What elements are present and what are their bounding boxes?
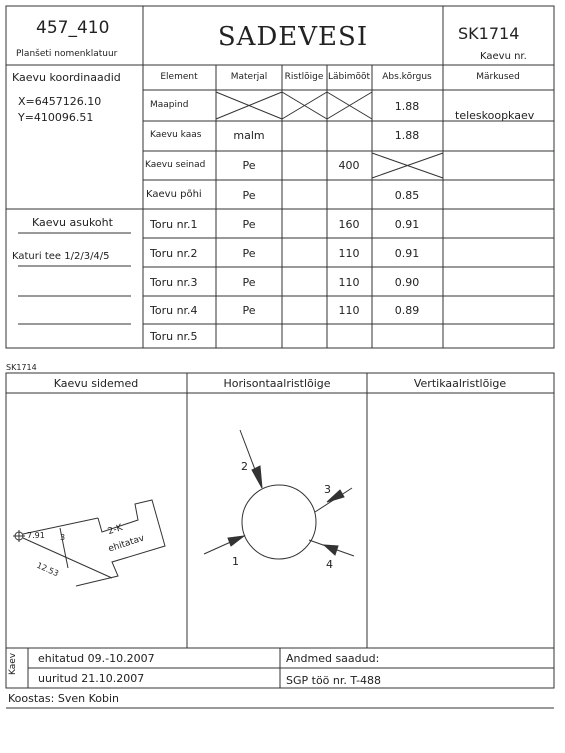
coord-x: X=6457126.10 [18,95,102,108]
row-height: 1.88 [394,100,420,113]
row-material: malm [233,129,265,142]
row-element: Kaevu põhi [146,189,202,200]
sheet-number: 457_410 [36,18,110,38]
author: Koostas: Sven Kobin [8,692,119,705]
pipe-label-4: 4 [326,558,333,571]
row-height: 1.88 [394,129,420,142]
th-height: Abs.kõrgus [382,72,432,82]
row-diameter: 110 [338,247,360,260]
th-element: Element [160,72,198,82]
col-ties: Kaevu sidemed [53,377,139,390]
tie-dim-b: 12.53 [35,560,60,579]
row-material: Pe [242,276,256,289]
well-id: SK1714 [458,24,520,43]
row-height: 0.91 [394,218,420,231]
row-material: Pe [242,159,256,172]
row-material: Pe [242,189,256,202]
row-element: Kaevu seinad [145,160,206,170]
pipe-label-3: 3 [324,483,331,496]
th-cross: Ristlõige [284,72,324,82]
tie-height: 7.91 [27,531,45,540]
coords-label: Kaevu koordinaadid [12,71,121,84]
row-material: Pe [242,304,256,317]
pipe-label-1: 1 [232,555,239,568]
page-title: SADEVESI [217,22,369,52]
building-code: 2-K [106,522,124,538]
lower-tag: SK1714 [6,363,37,372]
row-height: 0.89 [394,304,420,317]
row-diameter: 110 [338,304,360,317]
row-element: Toru nr.2 [150,247,198,260]
data-source-label: Andmed saadud: [286,652,380,665]
data-source-value: SGP töö nr. T-488 [286,674,382,687]
row-height: 0.91 [394,247,420,260]
sheet-label: Planšeti nomenklatuur [16,49,118,59]
tie-dim-a: 3 [60,533,66,542]
row-element: Toru nr.1 [150,218,198,231]
surveyed-date: uuritud 21.10.2007 [38,672,145,685]
well-label: Kaevu nr. [480,51,527,62]
building-label: ehitatav [107,533,146,555]
row-height: 0.85 [394,189,420,202]
row-diameter: 160 [338,218,360,231]
location-address: Katuri tee 1/2/3/4/5 [12,251,110,262]
horizontal-section [204,430,354,559]
row-height: 0.90 [394,276,420,289]
pipe-label-2: 2 [241,460,248,473]
row-diameter: 110 [338,276,360,289]
row-diameter: 400 [338,159,360,172]
footer-side-label: Kaev [8,652,18,675]
row-material: Pe [242,247,256,260]
row-element: Maapind [150,100,189,110]
th-notes: Märkused [476,72,520,82]
built-date: ehitatud 09.-10.2007 [38,652,155,665]
th-material: Materjal [230,72,268,82]
coord-y: Y=410096.51 [18,111,94,124]
well-circle [242,485,316,559]
row-material: Pe [242,218,256,231]
col-horizontal: Horisontaalristlõige [223,377,331,390]
lower-frame [6,373,554,648]
col-vertical: Vertikaalristlõige [413,377,507,390]
row-element: Toru nr.3 [150,276,198,289]
row-element: Kaevu kaas [150,130,202,140]
th-diameter: Läbimõõt [327,72,371,82]
row-element: Toru nr.5 [150,330,198,343]
row-notes: teleskoopkaev [455,109,535,122]
location-label: Kaevu asukoht [32,216,113,229]
row-element: Toru nr.4 [150,304,198,317]
